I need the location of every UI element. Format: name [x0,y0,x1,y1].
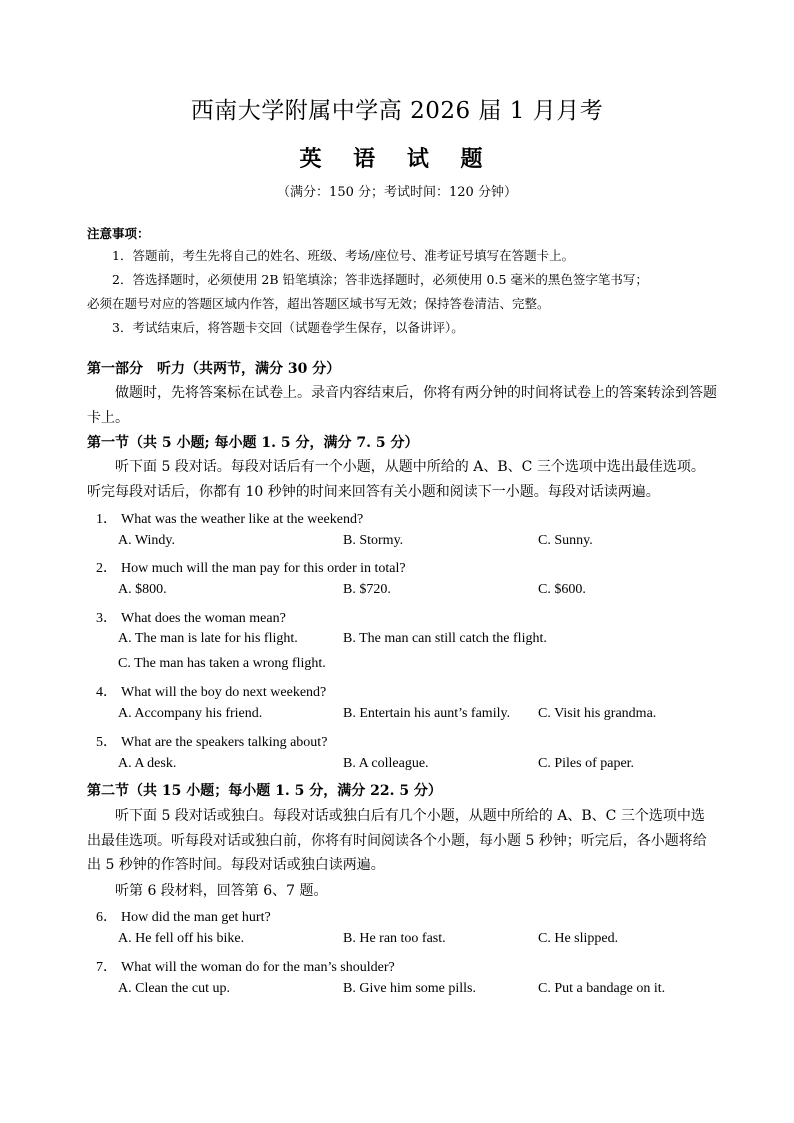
material-instruction: 听第 6 段材料，回答第 6、7 题。 [115,883,328,899]
option-a: A. The man is late for his flight. [118,631,298,646]
option-c: C. $600. [538,582,586,597]
question-text: How much will the man pay for this order in total? [121,561,406,576]
part1-heading: 第一部分 听力（共两节，满分 30 分） [87,361,341,377]
option-a: A. He fell off his bike. [118,931,245,946]
question-text: What was the weather like at the weekend? [121,512,364,527]
section2-heading: 第二节（共 15 小题；每小题 1. 5 分，满分 22. 5 分） [87,783,442,799]
question-text: What does the woman mean? [121,611,286,626]
question-number: 7． [96,960,117,975]
question-text: How did the man get hurt? [121,910,271,925]
question-6 [87,906,271,926]
option-a: A. Clean the cut up. [118,981,230,996]
option-a: A. $800. [118,582,167,597]
question-3 [87,607,286,627]
option-b: B. $720. [343,582,391,597]
question-number: 4． [96,685,117,700]
option-a: A. Accompany his friend. [118,706,263,721]
option-c: C. Sunny. [538,533,593,548]
notice-item: 2．答选择题时，必须使用 2B 铅笔填涂；答非选择题时，必须使用 0.5 毫米的黑色签字笔书写； [112,272,648,287]
question-2 [87,557,406,577]
question-number: 2． [96,561,117,576]
option-b: B. Give him some pills. [343,981,476,996]
option-b: B. The man can still catch the flight. [343,631,547,646]
option-a: A. A desk. [118,756,177,771]
question-number: 1． [96,512,117,527]
option-c: C. The man has taken a wrong flight. [118,656,326,671]
option-b: B. Entertain his aunt’s family. [343,706,511,721]
option-c: C. Piles of paper. [538,756,635,771]
option-b: B. A colleague. [343,756,429,771]
subject-title: 英 语 试 题 [299,146,495,172]
notice-heading: 注意事项： [87,226,150,241]
section2-intro: 听下面 5 段对话或独白。每段对话或独白后有几个小题，从题中所给的 A、B、C 三个选项中选出最佳选项。听每段对话或独白前，你将有时间阅读各个小题，每小题 5 秒钟；听完后，各小题将给出 5 秒钟的作答时间。每段对话或独白读两遍。 [87,808,707,873]
question-number: 5． [96,735,117,750]
option-c: C. Visit his grandma. [538,706,657,721]
question-number: 3． [96,611,117,626]
notice-item: 必须在题号对应的答题区域内作答，超出答题区域书写无效；保持答卷清洁、完整。 [87,296,550,311]
option-a: A. Windy. [118,533,175,548]
option-c: C. He slipped. [538,931,619,946]
section1-heading: 第一节（共 5 小题; 每小题 1. 5 分，满分 7. 5 分） [87,435,419,451]
question-1 [87,508,363,528]
question-number: 6． [96,910,117,925]
exam-meta: （满分：150 分；考试时间：120 分钟） [277,185,517,200]
section1-intro: 听下面 5 段对话。每段对话后有一个小题，从题中所给的 A、B、C 三个选项中选出最佳选项。听完每段对话后，你都有 10 秒钟的时间来回答有关小题和阅读下一小题。每段对话读两遍。 [87,459,705,500]
option-b: B. He ran too fast. [343,931,446,946]
option-c: C. Put a bandage on it. [538,981,666,996]
notice-list [87,244,717,340]
question-text: What will the woman do for the man’s shoulder? [121,960,395,975]
question-text: What are the speakers talking about? [121,735,328,750]
question-7 [87,956,395,976]
question-4 [87,681,326,701]
option-b: B. Stormy. [343,533,404,548]
part1-intro: 做题时，先将答案标在试卷上。录音内容结束后，你将有两分钟的时间将试卷上的答案转涂到答题卡上。 [87,385,717,426]
notice-item: 1．答题前，考生先将自己的姓名、班级、考场/座位号、准考证号填写在答题卡上。 [112,248,575,263]
exam-title: 西南大学附属中学高 2026 届 1 月月考 [190,98,604,124]
question-5 [87,731,327,751]
notice-item: 3．考试结束后，将答题卡交回（试题卷学生保存，以备讲评）。 [112,320,464,335]
question-text: What will the boy do next weekend? [121,685,327,700]
